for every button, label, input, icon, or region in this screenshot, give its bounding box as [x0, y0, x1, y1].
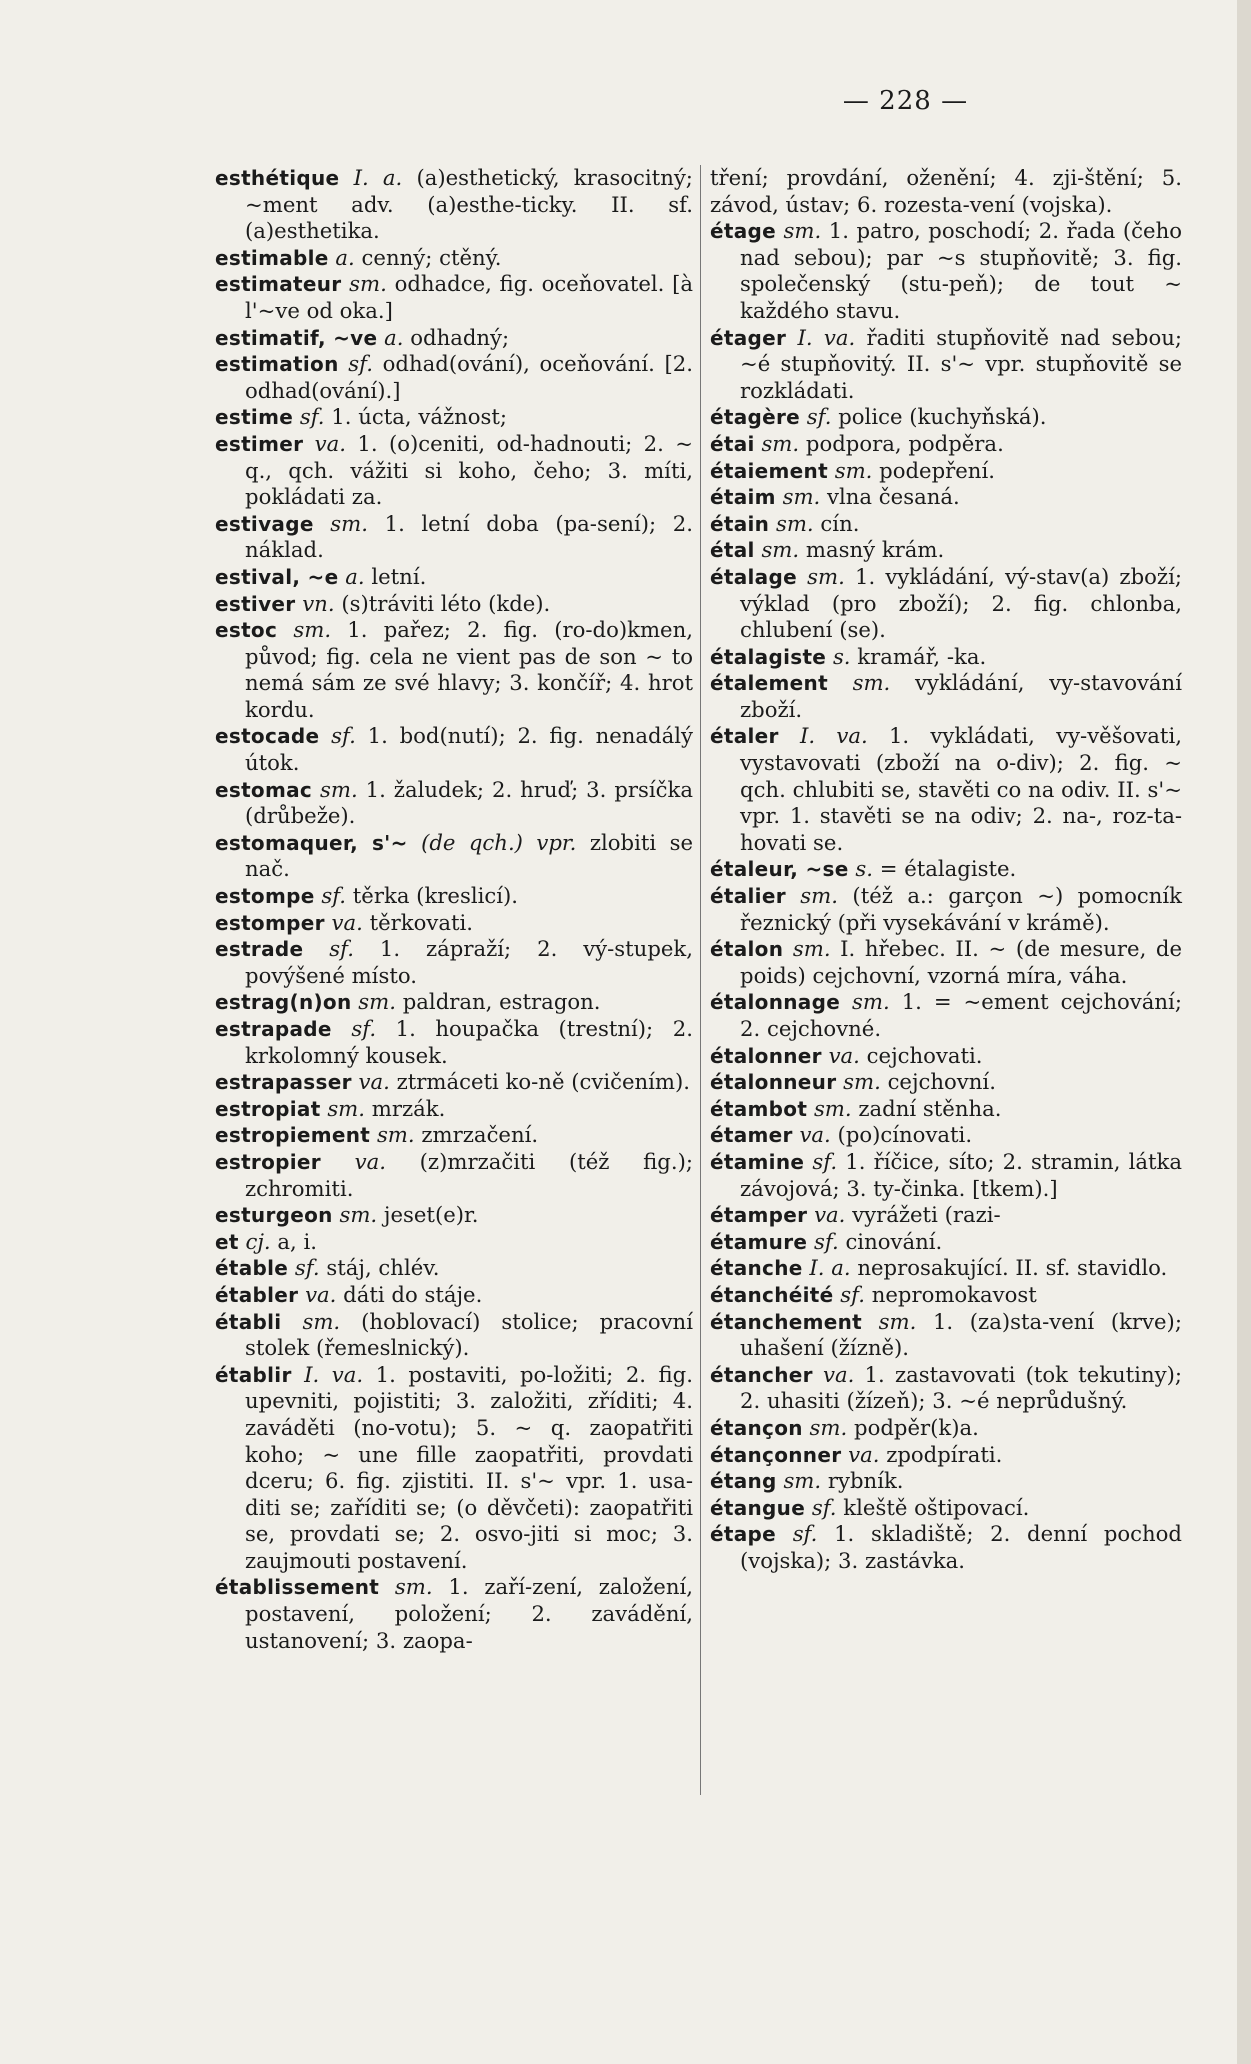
entry-definition: těrka (kreslicí).: [352, 883, 519, 909]
dictionary-entry: [710, 1521, 1182, 1574]
entry-grammar: I. va.: [797, 324, 856, 350]
dictionary-entry: [710, 511, 1182, 538]
entry-definition: I. hřebec. II. ~ (de mesure, de poids) cejchovní, vzorná míra, váha.: [740, 936, 1182, 988]
entry-grammar: sm.: [852, 670, 891, 696]
entry-headword: étal: [710, 538, 755, 563]
dictionary-entry: [710, 537, 1182, 564]
dictionary-entry: [710, 218, 1182, 324]
entry-grammar: sm.: [775, 510, 814, 536]
dictionary-entry: [710, 1069, 1182, 1096]
entry-headword: estiver: [215, 591, 296, 616]
entry-definition: odhad(ování), oceňování. [2. odhad(ování).]: [245, 351, 693, 403]
entry-definition: cín.: [820, 510, 860, 536]
entry-definition: a, i.: [277, 1228, 318, 1254]
entry-headword: étalonneur: [710, 1070, 837, 1095]
entry-definition: 1. zastavovati (tok tekutiny); 2. uhasiti (žízeň); 3. ~é neprůdušný.: [740, 1361, 1182, 1414]
entry-grammar: I. va.: [799, 723, 868, 749]
dictionary-entry: [710, 1255, 1182, 1282]
entry-definition: zpodpírati.: [886, 1441, 1003, 1467]
entry-headword: étaiement: [710, 458, 828, 483]
entry-definition: 1. skladiště; 2. denní pochod (vojska); 3. zastávka.: [740, 1521, 1182, 1573]
entry-definition: 1. = ~ement cejchování; 2. cejchovné.: [740, 989, 1182, 1041]
entry-grammar: a.: [345, 563, 365, 589]
entry-definition: stáj, chlév.: [326, 1255, 440, 1281]
entry-headword: estimer: [215, 431, 304, 456]
dictionary-entry: [215, 1202, 693, 1229]
entry-definition: letní.: [371, 563, 427, 589]
entry-definition: paldran, estragon.: [402, 989, 601, 1015]
entry-headword: estropier: [215, 1149, 321, 1174]
entry-grammar: sm.: [293, 617, 332, 643]
entry-definition: 1. úcta, vážnost;: [331, 404, 508, 430]
dictionary-entry: [710, 644, 1182, 671]
entry-headword: esthétique: [215, 166, 340, 190]
entry-headword: esturgeon: [215, 1203, 333, 1228]
entry-grammar: sm.: [330, 510, 368, 536]
dictionary-entry: [710, 1495, 1182, 1522]
entry-grammar: sm.: [792, 936, 831, 962]
dictionary-entry: [215, 1362, 693, 1575]
entry-headword: étalonner: [710, 1043, 822, 1068]
entry-grammar: sm.: [878, 1308, 917, 1334]
entry-grammar: sm.: [339, 1202, 378, 1228]
dictionary-entry: [215, 1255, 693, 1282]
dictionary-entry: [215, 564, 693, 591]
entry-headword: étancher: [710, 1362, 813, 1387]
entry-definition: jeset(e)r.: [383, 1202, 479, 1228]
dictionary-entry: [215, 1069, 693, 1096]
entry-definition: 1. zápraží; 2. vý-stupek, povýšené místo.: [245, 936, 693, 988]
dictionary-entry: [710, 458, 1182, 485]
dictionary-entry: [710, 670, 1182, 723]
dictionary-entry: [215, 1149, 693, 1202]
entry-grammar: va.: [848, 1441, 880, 1467]
entry-definition: 1. letní doba (pa-sení); 2. náklad.: [245, 510, 693, 563]
entry-grammar: s.: [832, 643, 851, 669]
entry-grammar: sm.: [320, 776, 358, 802]
entry-definition: police (kuchyňská).: [838, 404, 1047, 430]
entry-definition: 1. patro, poschodí; 2. řada (čeho nad sebou); par ~s stupňovitě; 3. fig. společenský (stu-peň); de tout ~ každého stavu.: [740, 218, 1182, 323]
entry-headword: étanchement: [710, 1309, 863, 1334]
entry-headword: estomper: [215, 910, 325, 935]
entry-grammar: sm.: [783, 1468, 822, 1494]
entry-headword: étançonner: [710, 1442, 842, 1467]
entry-headword: étape: [710, 1522, 777, 1547]
entry-grammar: va.: [814, 1202, 846, 1228]
entry-grammar: va.: [822, 1361, 855, 1387]
dictionary-entry: [215, 1096, 693, 1123]
entry-grammar: sm.: [302, 1308, 341, 1334]
entry-grammar: sf.: [321, 883, 347, 909]
entry-headword: établer: [215, 1282, 299, 1307]
entry-grammar: sf.: [348, 351, 373, 377]
entry-headword: étage: [710, 219, 777, 244]
entry-headword: établi: [215, 1309, 282, 1334]
entry-definition: 1. žaludek; 2. hruď; 3. prsíčka (drůbeže).: [245, 776, 693, 829]
dictionary-entry: [710, 1442, 1182, 1469]
dictionary-entry: [710, 431, 1182, 458]
dictionary-entry: [215, 1016, 693, 1069]
entry-headword: étalement: [710, 671, 828, 696]
entry-definition: vyrážeti (razi-: [852, 1202, 1001, 1228]
entry-definition: masný krám.: [805, 537, 945, 563]
entry-definition: = étalagiste.: [879, 856, 1017, 882]
dictionary-entry: [710, 1468, 1182, 1495]
entry-definition: řaditi stupňovitě nad sebou; ~é stupňovitý. II. s'~ vpr. stupňovitě se rozkládati.: [740, 324, 1182, 403]
dictionary-entry: [710, 484, 1182, 511]
entry-headword: estime: [215, 405, 294, 430]
page-spine-edge: [1237, 0, 1251, 2064]
dictionary-entry: [215, 936, 693, 989]
entry-headword: étaler: [710, 724, 779, 749]
right-column: [710, 165, 1182, 1574]
entry-grammar: va.: [331, 909, 363, 935]
dictionary-entry: [215, 271, 693, 324]
entry-grammar: sf.: [812, 1148, 838, 1174]
dictionary-entry: [710, 1282, 1182, 1309]
entry-grammar: sf.: [811, 1494, 837, 1520]
entry-headword: étamure: [710, 1229, 808, 1254]
entry-definition: 1. pařez; 2. fig. (ro-do)kmen, původ; fig. cela ne vient pas de son ~ to nemá sám ze své hlavy; 3. končíř; 4. hrot kordu.: [245, 617, 693, 722]
entry-headword: étable: [215, 1256, 289, 1281]
dictionary-entry: [710, 1096, 1182, 1123]
entry-headword: estompe: [215, 884, 315, 909]
entry-grammar: sf.: [351, 1016, 377, 1041]
entry-grammar: va.: [314, 430, 346, 456]
entry-definition: 1. houpačka (trestní); 2. krkolomný kousek.: [245, 1016, 693, 1068]
entry-definition: neprosakující. II. sf. stavidlo.: [857, 1255, 1168, 1281]
entry-grammar: sm.: [800, 883, 838, 909]
entry-grammar: sm.: [783, 218, 822, 244]
entry-headword: estimable: [215, 245, 329, 270]
entry-grammar: sm.: [807, 563, 845, 589]
dictionary-entry: [710, 404, 1182, 431]
entry-grammar: va.: [799, 1122, 831, 1148]
entry-grammar: va.: [354, 1148, 386, 1174]
entry-headword: et: [215, 1229, 239, 1254]
entry-headword: étangue: [710, 1495, 806, 1520]
entry-definition: odhadce, fig. oceňovatel. [à l'~ve od oka.]: [245, 271, 693, 323]
entry-definition: (též a.: garçon ~) pomocník řeznický (při vysekávání v krámě).: [740, 883, 1182, 935]
entry-grammar: sm.: [358, 989, 396, 1015]
entry-grammar: sm.: [809, 1414, 848, 1440]
entry-definition: těrkovati.: [369, 909, 474, 935]
dictionary-entry: [710, 1229, 1182, 1256]
entry-grammar: sf.: [792, 1521, 818, 1547]
dictionary-entry: [215, 245, 693, 272]
entry-definition: podpěr(k)a.: [854, 1414, 979, 1440]
entry-headword: étamper: [710, 1203, 808, 1228]
dictionary-entry: [215, 351, 693, 404]
entry-definition: cinování.: [845, 1228, 943, 1254]
entry-headword: étalier: [710, 884, 786, 909]
dictionary-entry: [215, 404, 693, 431]
entry-headword: estocade: [215, 724, 320, 749]
dictionary-entry: [215, 617, 693, 723]
dictionary-entry: [710, 1202, 1182, 1229]
entry-grammar: sf.: [813, 1228, 839, 1254]
entry-definition: kramář, -ka.: [857, 643, 987, 669]
entry-definition: cejchovní.: [887, 1069, 996, 1095]
entry-headword: étanchéité: [710, 1282, 834, 1307]
entry-grammar: sm.: [761, 430, 800, 456]
entry-definition: 1. postaviti, po-ložiti; 2. fig. upevniti, pojistiti; 3. založiti, zříditi; 4. zaváděti (no-votu); 5. ~ q. zaopatřiti koho; ~ une fille zaopatřiti, provdati dceru; 6. fig. zjistiti. II. s'~ vpr. 1. usa-diti se; zaříditi se; (o děvčeti): zaopatřiti se, provdati se; 2. osvo-jiti si moc; 3. zaujmouti postavení.: [245, 1361, 693, 1573]
dictionary-entry: [215, 1282, 693, 1309]
entry-grammar: sf.: [331, 723, 356, 749]
entry-headword: estimatif, ~ve: [215, 325, 378, 350]
dictionary-entry: [215, 723, 693, 776]
page-number: — 228 —: [842, 86, 969, 116]
entry-headword: étaleur, ~se: [710, 857, 849, 882]
entry-grammar: sm.: [376, 1122, 415, 1148]
entry-definition: (hoblovací) stolice; pracovní stolek (řemeslnický).: [245, 1308, 693, 1361]
entry-headword: estropiement: [215, 1123, 371, 1148]
entry-headword: étagère: [710, 405, 801, 430]
entry-definition: (s)tráviti léto (kde).: [341, 590, 551, 616]
dictionary-entry: [710, 883, 1182, 936]
entry-headword: étang: [710, 1469, 777, 1494]
entry-grammar: I. a.: [353, 165, 403, 190]
dictionary-entry: [710, 723, 1182, 856]
entry-headword: établir: [215, 1362, 292, 1387]
entry-headword: estropiat: [215, 1096, 321, 1121]
entry-definition: vykládání, vy-stavování zboží.: [740, 670, 1182, 722]
entry-grammar: sf.: [294, 1255, 320, 1281]
entry-grammar: sm.: [394, 1574, 433, 1600]
dictionary-entry: [710, 1309, 1182, 1362]
entry-headword: étanche: [710, 1256, 803, 1281]
dictionary-entry: [215, 1122, 693, 1149]
entry-definition: 1. vykládati, vy-věšovati, vystavovati (zboží na o-div); 2. fig. ~ qch. chlubiti se, stavěti co na odiv. II. s'~ vpr. 1. stavěti se na odiv; 2. na-, roz-ta-hovati se.: [740, 723, 1182, 855]
dictionary-entry: [215, 1229, 693, 1256]
entry-headword: estival, ~e: [215, 564, 339, 589]
entry-headword: estrapade: [215, 1017, 332, 1041]
entry-grammar: sm.: [349, 271, 387, 297]
entry-headword: estoc: [215, 618, 278, 643]
dictionary-entry: [215, 591, 693, 618]
entry-grammar: sm.: [843, 1069, 881, 1095]
dictionary-entry: [215, 325, 693, 352]
entry-definition: nepromokavost: [871, 1281, 1037, 1307]
entry-grammar: sm.: [782, 484, 821, 510]
entry-headword: étalagiste: [710, 644, 827, 669]
entry-grammar: va.: [828, 1042, 860, 1068]
entry-definition: 1. vykládání, vý-stav(a) zboží; výklad (pro zboží); 2. fig. chlonba, chlubení (se).: [740, 563, 1182, 643]
dictionary-entry: [215, 431, 693, 511]
entry-headword: établissement: [215, 1575, 380, 1600]
entry-grammar: sf.: [840, 1281, 865, 1307]
entry-grammar: s.: [855, 856, 873, 882]
entry-definition: cenný; ctěný.: [361, 244, 502, 270]
entry-definition: vlna česaná.: [827, 484, 960, 510]
entry-headword: estimation: [215, 352, 339, 377]
entry-definition: cejchovati.: [866, 1042, 983, 1068]
dictionary-entry: [710, 1415, 1182, 1442]
entry-grammar: sf.: [806, 404, 832, 430]
entry-grammar: sf.: [329, 936, 354, 962]
entry-definition: 1. (za)sta-vení (krve); uhašení (žízně).: [740, 1308, 1182, 1361]
entry-headword: étalon: [710, 937, 784, 962]
entry-headword: estomaquer, s'~: [215, 830, 408, 855]
entry-grammar: (de qch.) vpr.: [421, 829, 577, 855]
entry-definition: (a)esthetický, krasocitný; ~ment adv. (a)esthe-ticky. II. sf. (a)esthetika.: [245, 165, 693, 244]
entry-definition: odhadný;: [410, 324, 510, 350]
dictionary-entry: [710, 1362, 1182, 1415]
column-divider: [700, 165, 701, 1795]
dictionary-entry: [215, 883, 693, 910]
entry-definition: 1. říčice, síto; 2. stramin, látka závojová; 3. ty-činka. [tkem).]: [740, 1148, 1182, 1201]
entry-grammar: a.: [384, 324, 404, 350]
entry-headword: étager: [710, 325, 787, 350]
entry-definition: zadní stěnha.: [858, 1095, 1002, 1121]
entry-grammar: vn.: [302, 590, 335, 616]
entry-definition: tření; provdání, oženění; 4. zji-štění; 5. závod, ústav; 6. rozesta-vení (vojska).: [710, 165, 1182, 217]
dictionary-entry: [215, 777, 693, 830]
entry-definition: kleště oštipovací.: [843, 1494, 1030, 1520]
dictionary-entry: [215, 989, 693, 1016]
entry-definition: 1. bod(nutí); 2. fig. nenadálý útok.: [245, 723, 693, 776]
entry-headword: étai: [710, 431, 755, 456]
entry-headword: estomac: [215, 777, 313, 802]
entry-grammar: sm.: [852, 989, 890, 1015]
entry-definition: 1. (o)ceniti, od-hadnouti; 2. ~ q., qch. vážiti si koho, čeho; 3. míti, pokládati za.: [245, 430, 693, 510]
entry-grammar: cj.: [245, 1228, 271, 1254]
entry-definition: 1. zaří-zení, založení, postavení, položení; 2. zavádění, ustanovení; 3. zaopa-: [245, 1574, 693, 1653]
entry-headword: estrag(n)on: [215, 990, 352, 1015]
entry-headword: étamine: [710, 1149, 805, 1174]
entry-headword: estrade: [215, 937, 304, 962]
entry-grammar: sm.: [761, 537, 800, 563]
dictionary-entry: [215, 511, 693, 564]
entry-headword: étain: [710, 511, 770, 536]
entry-definition: zmrzačení.: [421, 1122, 539, 1148]
entry-definition: mrzák.: [371, 1095, 446, 1121]
entry-grammar: sm.: [813, 1095, 852, 1121]
dictionary-entry: [710, 325, 1182, 405]
entry-definition: podepření.: [879, 457, 995, 483]
entry-definition: podpora, podpěra.: [805, 430, 1004, 456]
dictionary-entry: [710, 1043, 1182, 1070]
entry-definition: ztrmáceti ko-ně (cvičením).: [396, 1069, 691, 1095]
entry-headword: étalage: [710, 564, 797, 589]
entry-grammar: a.: [335, 244, 355, 270]
entry-headword: estimateur: [215, 272, 342, 297]
entry-grammar: va.: [358, 1069, 390, 1095]
entry-headword: estivage: [215, 511, 314, 536]
entry-definition: dáti do stáje.: [343, 1281, 483, 1307]
dictionary-entry: [215, 1309, 693, 1362]
dictionary-entry: [710, 1149, 1182, 1202]
entry-grammar: sm.: [834, 457, 873, 483]
entry-headword: étaim: [710, 485, 776, 510]
entry-grammar: I. a.: [809, 1255, 851, 1281]
entry-headword: estrapasser: [215, 1070, 352, 1095]
entry-definition: zlobiti se nač.: [245, 829, 693, 882]
entry-headword: étançon: [710, 1415, 803, 1440]
entry-headword: étambot: [710, 1096, 808, 1121]
entry-grammar: I. va.: [304, 1361, 364, 1387]
dictionary-entry: [710, 989, 1182, 1042]
entry-definition: (z)mrzačiti (též fig.); zchromiti.: [245, 1148, 693, 1201]
dictionary-entry: [710, 165, 1182, 218]
entry-grammar: sf.: [299, 404, 325, 430]
entry-definition: (po)cínovati.: [837, 1122, 973, 1148]
left-column: [215, 165, 693, 1654]
entry-headword: étamer: [710, 1123, 793, 1148]
dictionary-entry: [710, 936, 1182, 989]
dictionary-entry: [710, 564, 1182, 644]
dictionary-entry: [215, 910, 693, 937]
dictionary-entry: [710, 1122, 1182, 1149]
dictionary-entry: [215, 165, 693, 245]
dictionary-entry: [710, 856, 1182, 883]
dictionary-entry: [215, 830, 693, 883]
entry-grammar: va.: [305, 1281, 337, 1307]
dictionary-entry: [215, 1574, 693, 1654]
entry-definition: rybník.: [827, 1468, 904, 1494]
entry-grammar: sm.: [327, 1095, 366, 1121]
entry-headword: étalonnage: [710, 990, 841, 1015]
